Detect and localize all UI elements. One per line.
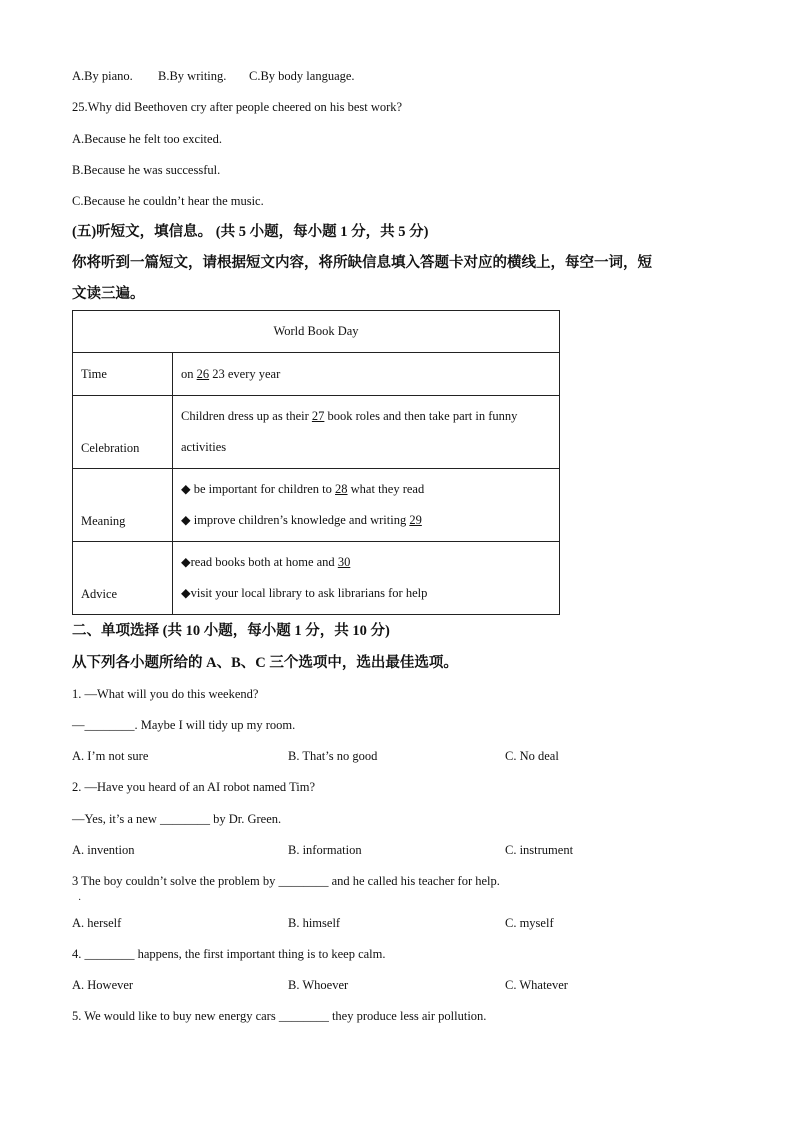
q3-option-b: B. himself — [288, 916, 341, 930]
section-2-instructions: 从下列各小题所给的 A、B、C 三个选项中，选出最佳选项。 — [72, 655, 458, 671]
q4-option-c: C. Whatever — [505, 978, 568, 992]
section-5-title: (五)听短文，填信息。 (共 5 小题，每小题 1 分，共 5 分) — [72, 224, 429, 240]
q24-option-c: C.By body language. — [249, 69, 355, 83]
time-label: Time — [73, 353, 173, 396]
q25-option-a: A.Because he felt too excited. — [72, 132, 222, 146]
q2-option-a: A. invention — [72, 843, 135, 857]
section-2-title: 二、单项选择 (共 10 小题，每小题 1 分，共 10 分) — [72, 623, 390, 639]
q4-option-a: A. However — [72, 978, 134, 992]
q1-option-a: A. I’m not sure — [72, 749, 149, 763]
celebration-label: Celebration — [73, 396, 173, 469]
blank-28: 28 — [335, 482, 348, 496]
q2-stem-2: —Yes, it’s a new ________ by Dr. Green. — [72, 812, 282, 826]
q25-option-c: C.Because he couldn’t hear the music. — [72, 194, 264, 208]
blank-27: 27 — [311, 409, 325, 423]
q2-option-c: C. instrument — [505, 843, 574, 857]
advice-cell: ◆read books both at home and 30 ◆visit your local library to ask librarians for help — [173, 542, 560, 615]
blank-29: 29 — [409, 513, 422, 527]
q4-stem: 4. ________ happens, the first important thing is to keep calm. — [72, 947, 386, 961]
q25-option-b: B.Because he was successful. — [72, 163, 221, 177]
blank-30: 30 — [337, 555, 351, 569]
q5-stem: 5. We would like to buy new energy cars ________ they produce less air pollution. — [72, 1009, 487, 1023]
q1-option-c: C. No deal — [505, 749, 559, 763]
world-book-day-table — [72, 310, 560, 615]
q24-option-a: A.By piano. — [72, 69, 133, 83]
q24-option-b: B.By writing. — [158, 69, 227, 83]
stray-dot: · — [78, 895, 82, 906]
q25-stem: 25.Why did Beethoven cry after people cheered on his best work? — [72, 100, 403, 114]
time-cell: on 26 23 every year — [173, 353, 560, 396]
blank-26: 26 — [196, 366, 210, 381]
q1-stem-1: 1. —What will you do this weekend? — [72, 687, 259, 701]
section-5-instructions-1: 你将听到一篇短文，请根据短文内容，将所缺信息填入答题卡对应的横线上，每空一词，短 — [72, 255, 652, 271]
q4-option-b: B. Whoever — [288, 978, 349, 992]
q3-option-a: A. herself — [72, 916, 122, 930]
q1-option-b: B. That’s no good — [288, 749, 378, 763]
q1-stem-2: —________. Maybe I will tidy up my room. — [72, 718, 296, 732]
section-5-instructions-2: 文读三遍。 — [72, 286, 145, 302]
q2-option-b: B. information — [288, 843, 362, 857]
q3-option-c: C. myself — [505, 916, 554, 930]
table-title: World Book Day — [73, 311, 560, 353]
celebration-cell: Children dress up as their 27 book roles and then take part in funny activities — [173, 396, 560, 469]
q3-stem: 3 The boy couldn’t solve the problem by ________ and he called his teacher for help. — [72, 874, 500, 888]
advice-label: Advice — [73, 542, 173, 615]
q2-stem-1: 2. —Have you heard of an AI robot named Tim? — [72, 780, 316, 794]
meaning-cell: ◆ be important for children to 28 what they read ◆ improve children’s knowledge and writing 29 — [173, 469, 560, 542]
meaning-label: Meaning — [73, 469, 173, 542]
